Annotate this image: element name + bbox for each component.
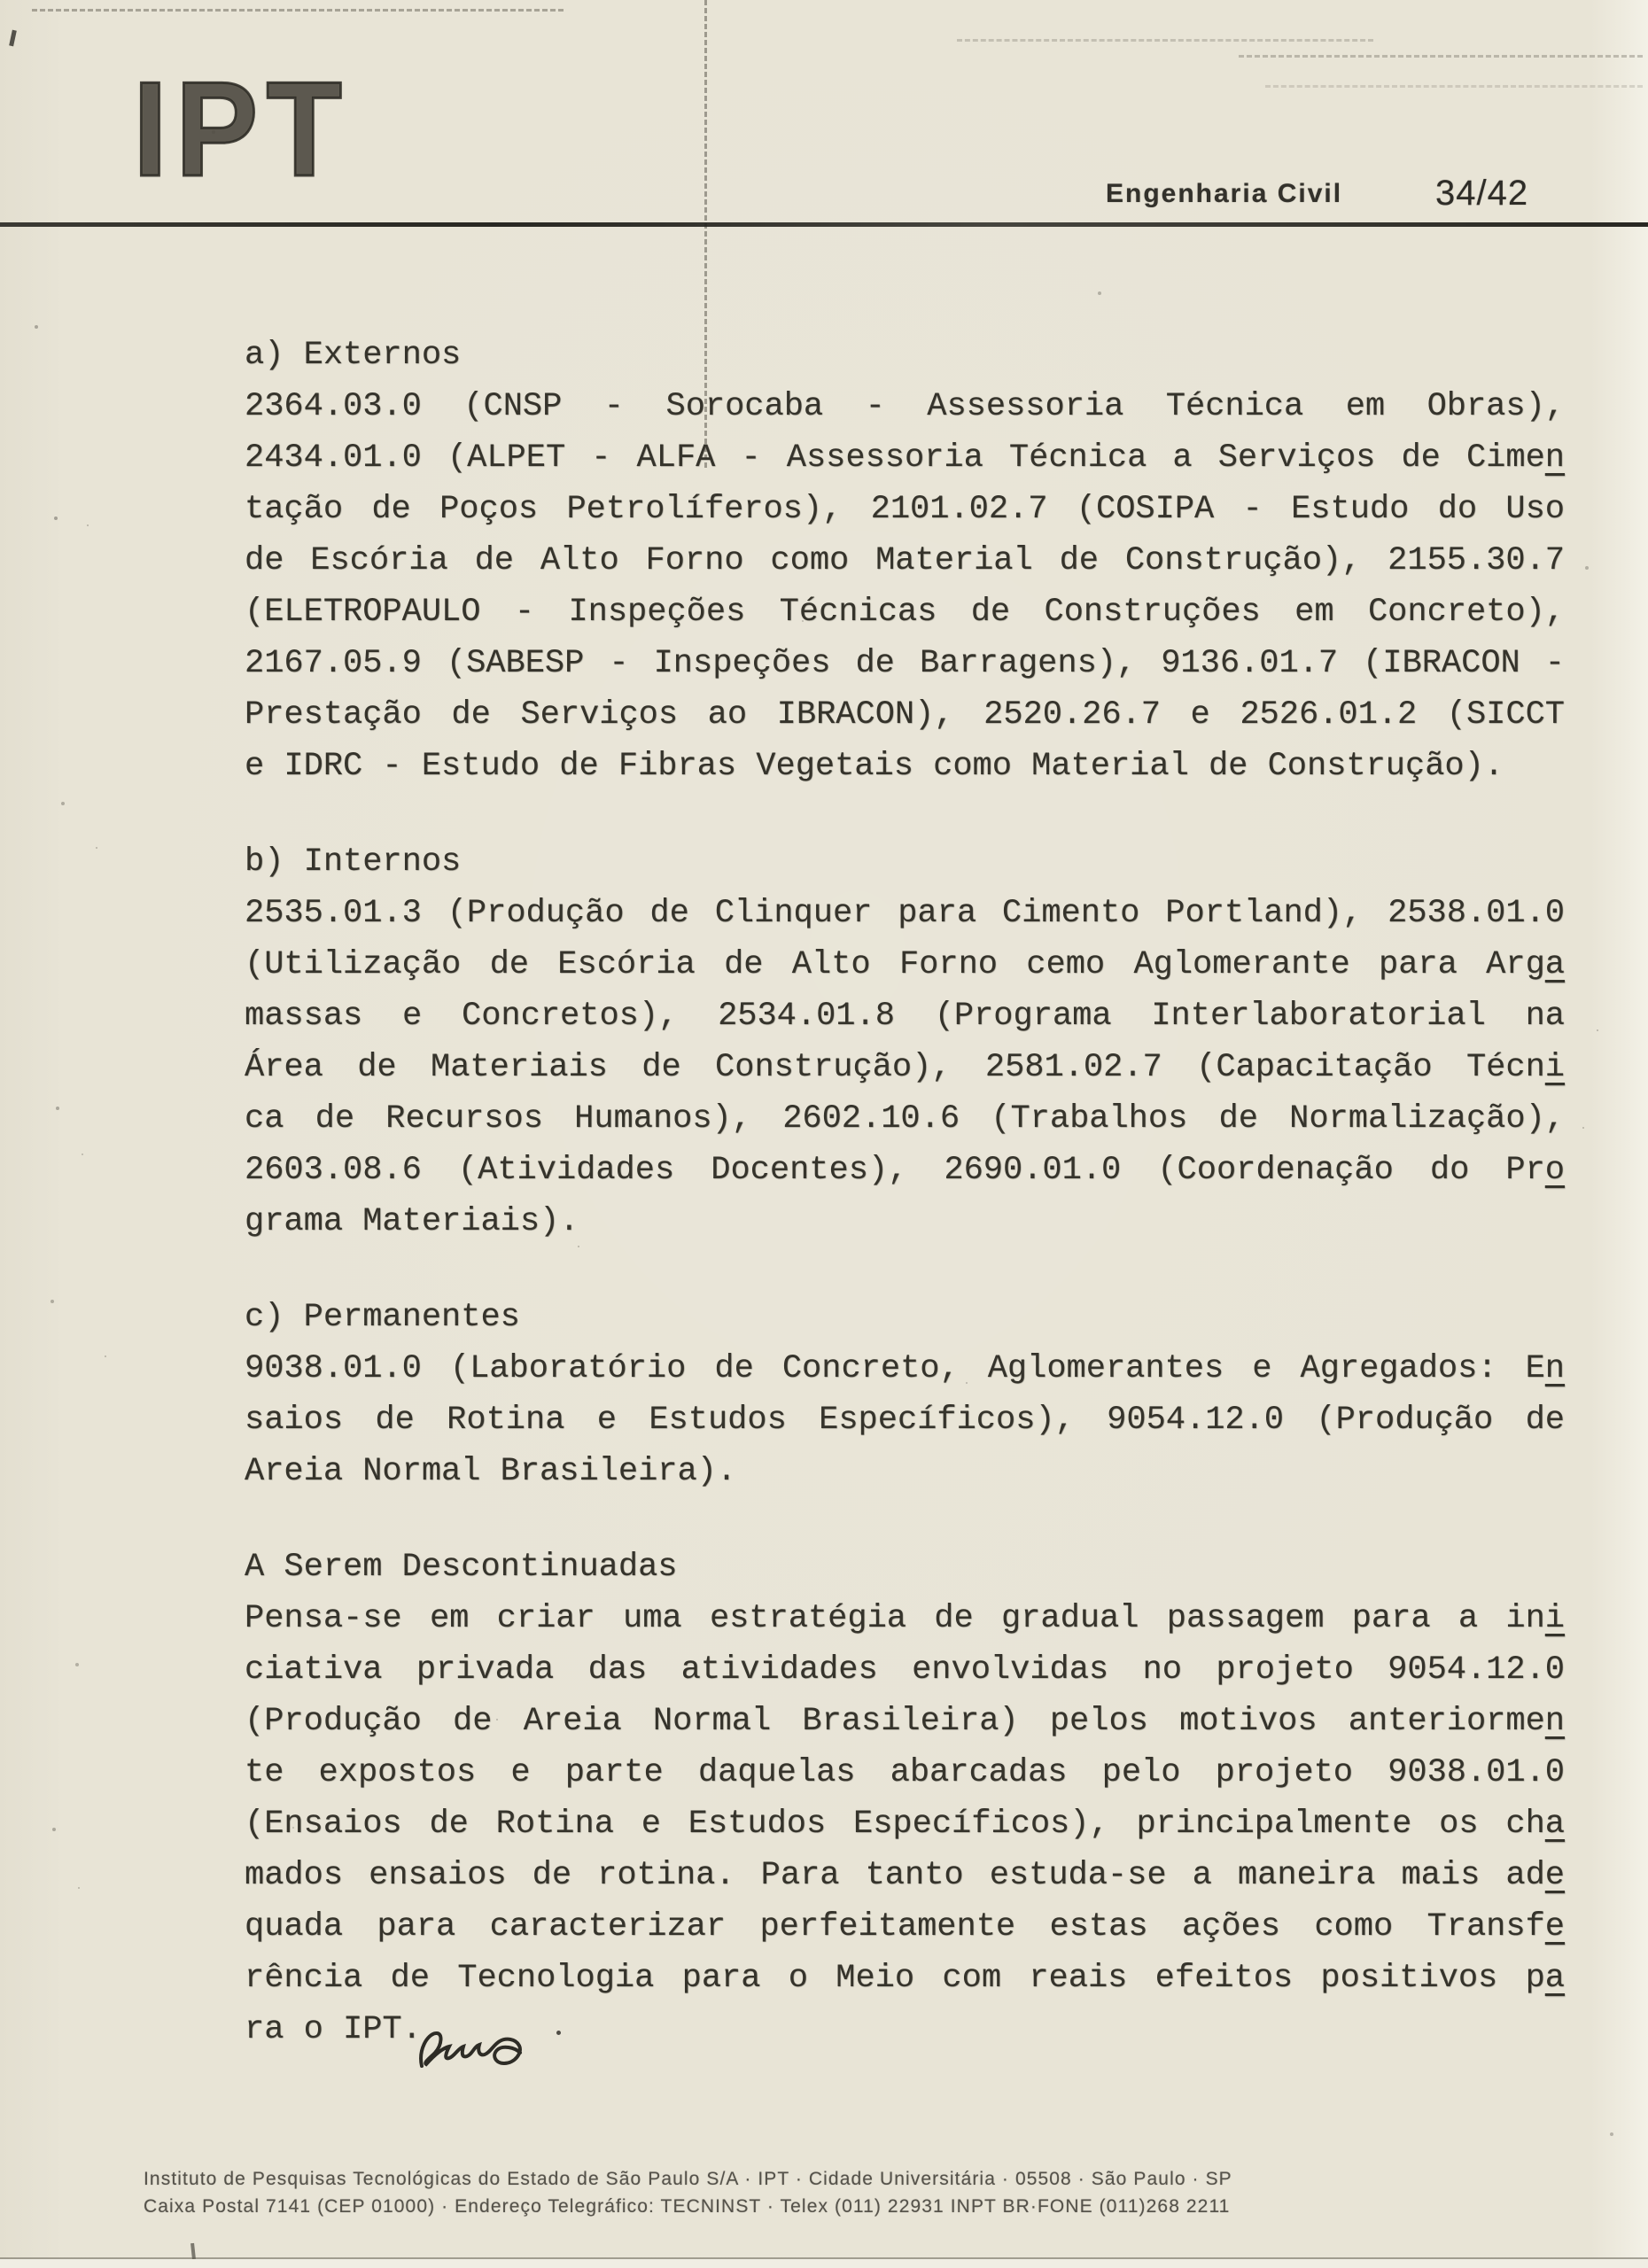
- doc-section: [245, 836, 1565, 1247]
- top-edge-dash-mark: [32, 9, 564, 12]
- ink-dot: [556, 2031, 561, 2035]
- doc-section: [245, 330, 1565, 792]
- text-line: ra o IPT.: [245, 2011, 422, 2048]
- page-footer: [144, 2165, 1232, 2220]
- text-line: grama Materiais).: [245, 1203, 579, 1240]
- signature-scribble: [415, 2025, 532, 2080]
- text-line: mados ensaios de rotina. Para tanto estuda-se a maneira mais ade: [245, 1857, 1565, 1894]
- ipt-logo-stamp: IPT: [133, 54, 351, 205]
- text-line: ciativa privada das atividades envolvidas no projeto 9054.12.0: [245, 1651, 1565, 1689]
- corner-ink-mark: [9, 30, 17, 47]
- paper-bottom-edge: [0, 2257, 1648, 2268]
- footer-address-line: Instituto de Pesquisas Tecnológicas do Estado de São Paulo S/A · IPT · Cidade Universitária · 05508 · São Paulo · SP: [144, 2169, 1232, 2189]
- doc-section: [245, 1542, 1565, 2055]
- section-heading: A Serem Descontinuadas: [245, 1549, 678, 1586]
- text-line: massas e Concretos), 2534.01.8 (Programa Interlaboratorial na: [245, 998, 1565, 1035]
- text-line: Areia Normal Brasileira).: [245, 1453, 737, 1490]
- text-line: 2535.01.3 (Produção de Clinquer para Cimento Portland), 2538.01.0: [245, 895, 1565, 932]
- text-line: 2603.08.6 (Atividades Docentes), 2690.01.0 (Coordenação do Pro: [245, 1152, 1565, 1189]
- text-line: (Ensaios de Rotina e Estudos Específicos), principalmente os cha: [245, 1806, 1565, 1843]
- text-line: 2434.01.0 (ALPET - ALFA - Assessoria Técnica a Serviços de Cimen: [245, 439, 1565, 477]
- top-edge-dash-mark: [1239, 55, 1643, 58]
- section-heading: c) Permanentes: [245, 1299, 520, 1336]
- section-heading: a) Externos: [245, 337, 462, 374]
- text-line: tação de Poços Petrolíferos), 2101.02.7 (COSIPA - Estudo do Uso: [245, 491, 1565, 528]
- section-heading: b) Internos: [245, 843, 462, 881]
- text-line: ca de Recursos Humanos), 2602.10.6 (Trabalhos de Normalização),: [245, 1100, 1565, 1138]
- text-line: Prestação de Serviços ao IBRACON), 2520.26.7 e 2526.01.2 (SICCT: [245, 696, 1565, 734]
- text-line: (ELETROPAULO - Inspeções Técnicas de Construções em Concreto),: [245, 594, 1565, 631]
- footer-contact-line: Caixa Postal 7141 (CEP 01000) · Endereço Telegráfico: TECNINST · Telex (011) 22931 INPT BR·FONE (011)268 2211: [144, 2196, 1231, 2217]
- text-line: te expostos e parte daquelas abarcadas pelo projeto 9038.01.0: [245, 1754, 1565, 1791]
- text-line: 2167.05.9 (SABESP - Inspeções de Barragens), 9136.01.7 (IBRACON -: [245, 645, 1565, 682]
- text-line: 2364.03.0 (CNSP - Sorocaba - Assessoria Técnica em Obras),: [245, 388, 1565, 425]
- text-line: e IDRC - Estudo de Fibras Vegetais como Material de Construção).: [245, 748, 1504, 785]
- header-rule: [0, 222, 1648, 227]
- text-line: Pensa-se em criar uma estratégia de gradual passagem para a ini: [245, 1600, 1565, 1637]
- text-line: rência de Tecnologia para o Meio com reais efeitos positivos pa: [245, 1960, 1565, 1997]
- top-edge-dash-mark: [957, 39, 1373, 42]
- text-line: quada para caracterizar perfeitamente estas ações como Transfe: [245, 1908, 1565, 1946]
- text-line: 9038.01.0 (Laboratório de Concreto, Aglomerantes e Agregados: En: [245, 1350, 1565, 1387]
- top-edge-dash-mark: [1265, 85, 1643, 88]
- typewritten-text-body: [245, 330, 1565, 2100]
- text-line: (Produção de Areia Normal Brasileira) pelos motivos anteriormen: [245, 1703, 1565, 1740]
- text-line: (Utilização de Escória de Alto Forno cemo Aglomerante para Arga: [245, 946, 1565, 983]
- department-label: Engenharia Civil: [1106, 179, 1343, 208]
- text-line: saios de Rotina e Estudos Específicos), 9054.12.0 (Produção de: [245, 1402, 1565, 1439]
- doc-section: [245, 1292, 1565, 1497]
- text-line: de Escória de Alto Forno como Material de Construção), 2155.30.7: [245, 542, 1565, 579]
- page-number: 34/42: [1435, 174, 1529, 213]
- paper-speckles: [0, 0, 2, 2]
- text-line: Área de Materiais de Construção), 2581.02.7 (Capacitação Técni: [245, 1049, 1565, 1086]
